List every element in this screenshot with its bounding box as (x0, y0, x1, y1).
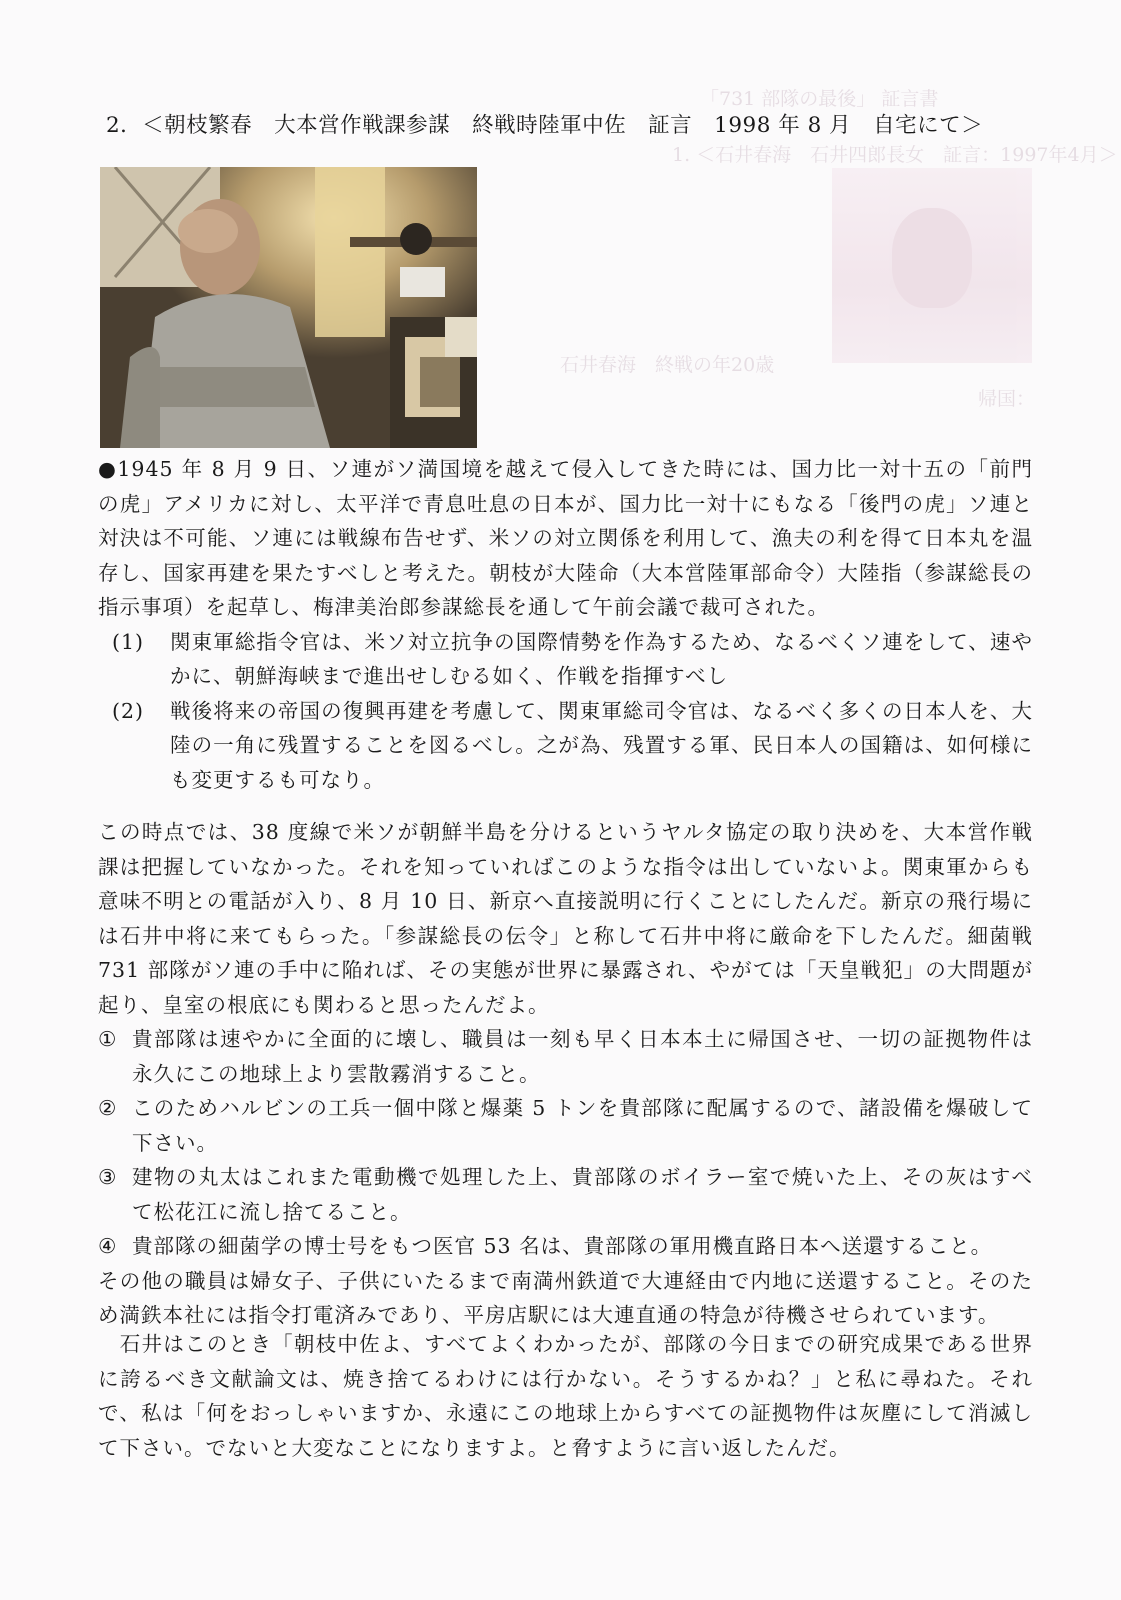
photo-illustration (100, 167, 477, 448)
section-heading: 2．＜朝枝繁春 大本営作戦課参謀 終戦時陸軍中佐 証言 1998 年 8 月 自宅にて＞ (106, 113, 984, 138)
order-list (98, 625, 1033, 798)
directive-tail: その他の職員は婦女子、子供にいたるまで南満州鉄道で大連経由で内地に送還すること。そのため満鉄本社には指令打電済みであり、平房店駅には大連直通の特急が待機させられています。 (98, 1268, 1033, 1327)
bleed-through-word: 帰国： (978, 388, 1036, 410)
directive-item: ④ 貴部隊の細菌学の博士号をもつ医官 53 名は、貴部隊の軍用機直路日本へ送還すること。 (98, 1234, 993, 1258)
closing-paragraph: 石井はこのとき「朝枝中佐よ、すべてよくわかったが、部隊の今日までの研究成果である世界に誇るべき文献論文は、焼き捨てるわけには行かない。そうするかね？」と私に尋ねた。それで、私は「何をおっしゃいますか、永遠にこの地球上からすべての証拠物件は灰塵にして消滅して下さい。でないと大変なことになりますよ。と脅すように言い返したんだ。 (98, 1332, 1033, 1460)
directive-list (98, 1022, 1033, 1264)
directive-item: ① 貴部隊は速やかに全面的に壊し、職員は一刻も早く日本本土に帰国させ、一切の証拠物件は永久にこの地球上より雲散霧消すること。 (98, 1027, 1033, 1086)
order-item: (1) 関東軍総指令官は、米ソ対立抗争の国際情勢を作為するため、なるべくソ連をして、速やかに、朝鮮海峡まで進出せしむる如く、作戦を指揮すべし (112, 629, 1033, 688)
directive-item: ③ 建物の丸太はこれまた電動機で処理した上、貴部隊のボイラー室で焼いた上、その灰はすべて松花江に流し捨てること。 (98, 1165, 1033, 1224)
directive-item: ② このためハルビンの工兵一個中隊と爆薬 5 トンを貴部隊に配属するので、諸設備を爆破して下さい。 (98, 1096, 1033, 1155)
bleed-through-line: 1. ＜石井春海 石井四郎長女 証言：1997年4月＞ (672, 144, 1118, 166)
interview-photo (100, 167, 477, 448)
section-1 (98, 452, 1033, 797)
bleed-through-title: 「731 部隊の最後」 証言書 (700, 88, 939, 110)
order-item: (2) 戦後将来の帝国の復興再建を考慮して、関東軍総司令官は、なるべく多くの日本人を、大陸の一角に残置することを図るべし。之が為、残置する軍、民日本人の国籍は、如何様にも変更するも可なり。 (112, 698, 1033, 792)
section-3 (98, 1327, 1033, 1465)
testimony-paragraph: この時点では、38 度線で米ソが朝鮮半島を分けるというヤルタ協定の取り決めを、大本営作戦課は把握していなかった。それを知っていればこのような指令は出していないよ。関東軍からも意味不明との電話が入り、8 月 10 日、新京へ直接説明に行くことにしたんだ。新京の飛行場には石井中将に来てもらった。「参謀総長の伝令」と称して石井中将に厳命を下したんだ。細菌戦 731 部隊がソ連の手中に陥れば、その実態が世界に暴露され、やがては「天皇戦犯」の大問題が起り、皇室の根底にも関わると思ったんだよ。 (98, 820, 1033, 1017)
section-2 (98, 815, 1033, 1333)
bleed-through-photo (832, 168, 1032, 363)
intro-paragraph: ●1945 年 8 月 9 日、ソ連がソ満国境を越えて侵入してきた時には、国力比一対十五の「前門の虎」アメリカに対し、太平洋で青息吐息の日本が、国力比一対十にもなる「後門の虎」ソ連と対決は不可能、ソ連には戦線布告せず、米ソの対立関係を利用して、漁夫の利を得て日本丸を温存し、国家再建を果たすべしと考えた。朝枝が大陸命（大本営陸軍部命令）大陸指（参謀総長の指示事項）を起草し、梅津美治郎参謀総長を通して午前会議で裁可された。 (98, 457, 1033, 619)
bleed-through-caption: 石井春海 終戦の年20歳 (560, 354, 775, 376)
